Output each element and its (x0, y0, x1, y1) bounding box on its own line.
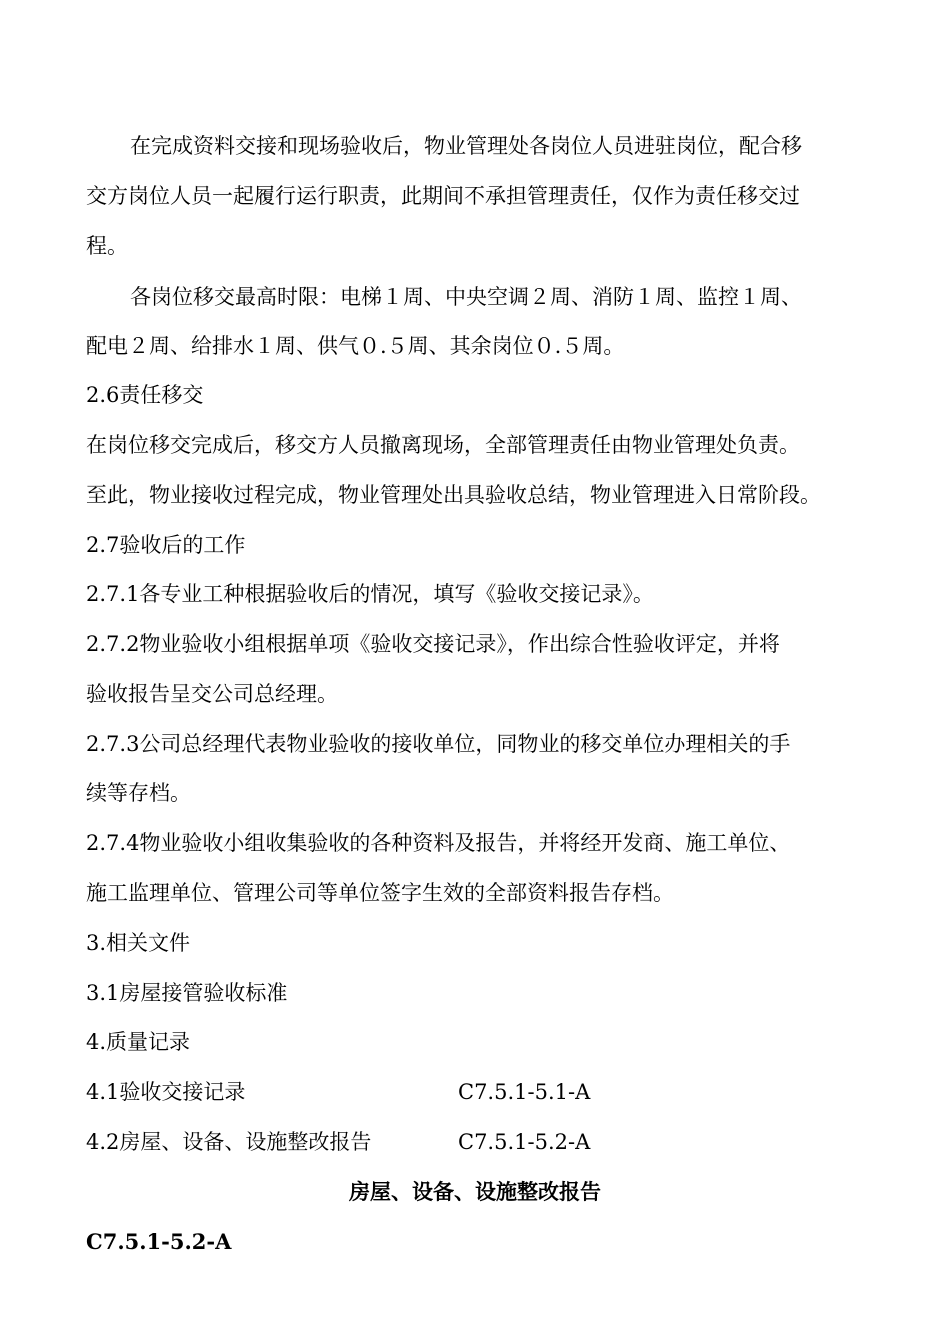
record-name: 4.2房屋、设备、设施整改报告 (86, 1130, 372, 1154)
paragraph-line: 2.7.4物业验收小组收集验收的各种资料及报告，并将经开发商、施工单位、 (86, 831, 791, 855)
paragraph-line: 配电２周、给排水１周、供气０.５周、其余岗位０.５周。 (86, 334, 625, 358)
section-heading: 2.7验收后的工作 (86, 533, 246, 557)
paragraph-line: 续等存档。 (86, 781, 191, 805)
paragraph-line: 程。 (86, 234, 128, 258)
section-heading: 2.6责任移交 (86, 383, 204, 407)
paragraph-line: 验收报告呈交公司总经理。 (86, 682, 338, 706)
paragraph-line: 交方岗位人员一起履行运行职责，此期间不承担管理责任，仅作为责任移交过 (86, 184, 800, 208)
paragraph-line: 2.7.1各专业工种根据验收后的情况，填写《验收交接记录》。 (86, 582, 654, 606)
record-code: C7.5.1-5.1-A (458, 1080, 591, 1104)
paragraph-line: 施工监理单位、管理公司等单位签字生效的全部资料报告存档。 (86, 881, 674, 905)
record-name: 4.1验收交接记录 (86, 1080, 246, 1104)
paragraph-line: 在岗位移交完成后，移交方人员撤离现场，全部管理责任由物业管理处负责。 (86, 433, 800, 457)
form-title: 房屋、设备、设施整改报告 (349, 1179, 601, 1204)
section-heading: 4.质量记录 (86, 1030, 191, 1054)
section-heading: 3.相关文件 (86, 931, 191, 955)
paragraph-line: 至此，物业接收过程完成，物业管理处出具验收总结，物业管理进入日常阶段。 (86, 483, 821, 507)
record-code: C7.5.1-5.2-A (458, 1130, 591, 1154)
paragraph-line: 2.7.3公司总经理代表物业验收的接收单位，同物业的移交单位办理相关的手 (86, 732, 791, 756)
form-code: C7.5.1-5.2-A (86, 1229, 232, 1254)
paragraph-line: 3.1房屋接管验收标准 (86, 981, 288, 1005)
paragraph-line: 2.7.2物业验收小组根据单项《验收交接记录》，作出综合性验收评定，并将 (86, 632, 780, 656)
paragraph-line: 各岗位移交最高时限：电梯１周、中央空调２周、消防１周、监控１周、 (130, 285, 802, 309)
paragraph-line: 在完成资料交接和现场验收后，物业管理处各岗位人员进驻岗位，配合移 (130, 134, 802, 158)
